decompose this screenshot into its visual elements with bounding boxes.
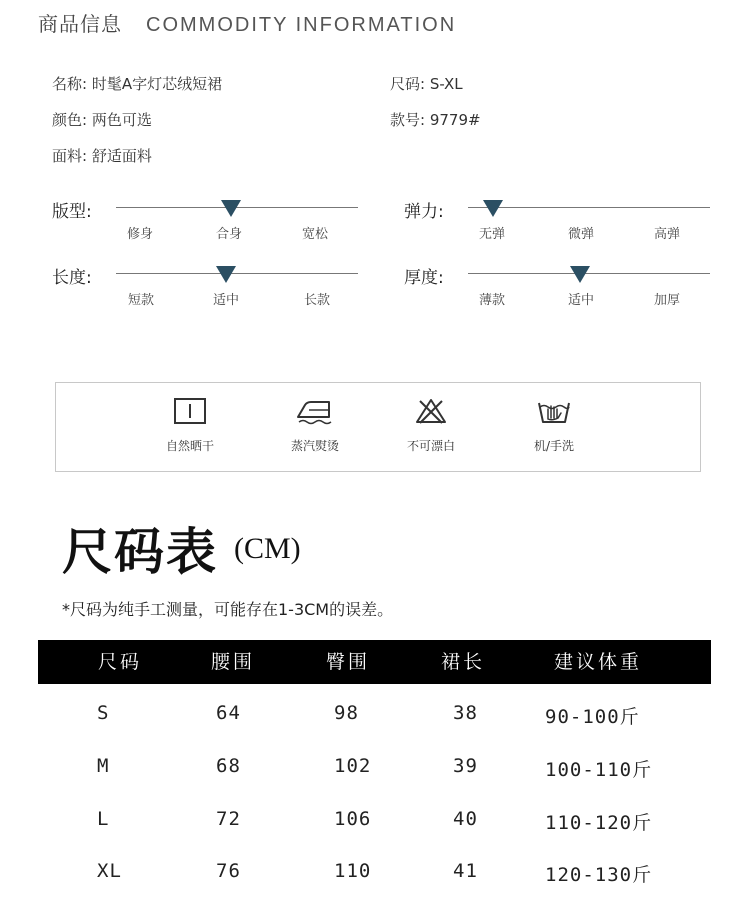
fit-scale-marker [221, 200, 241, 217]
column-header-size: 尺码 [98, 651, 143, 673]
size-table-header [38, 640, 711, 684]
thickness-tick: 适中 [567, 293, 594, 308]
care-item-steam-iron [260, 397, 370, 454]
table-cell: 38 [453, 702, 478, 724]
hand-wash-icon [536, 397, 572, 425]
table-cell: 72 [216, 808, 241, 830]
table-cell: L [97, 808, 110, 830]
length-tick: 适中 [212, 293, 239, 308]
table-cell: 110-120斤 [545, 812, 653, 834]
column-header-waist: 腰围 [211, 651, 256, 673]
column-header-hip: 臀围 [326, 651, 371, 673]
thickness-scale-marker [570, 266, 590, 283]
care-label: 机/手洗 [533, 439, 575, 453]
thickness-tick: 薄款 [478, 293, 505, 308]
fit-tick: 修身 [126, 227, 153, 242]
column-header-skirt-length: 裙长 [441, 651, 486, 673]
thickness-tick: 加厚 [653, 293, 680, 308]
info-style-no: 款号: 9779# [390, 111, 481, 129]
care-label: 不可漂白 [406, 439, 455, 453]
table-cell: M [97, 755, 110, 777]
table-cell: XL [97, 860, 122, 882]
care-label: 自然晒干 [165, 439, 214, 453]
section-title [38, 8, 456, 37]
table-cell: 64 [216, 702, 241, 724]
table-cell: 102 [334, 755, 372, 777]
table-cell: 120-130斤 [545, 864, 653, 886]
fit-tick: 宽松 [301, 227, 328, 242]
length-tick: 长款 [303, 293, 330, 308]
info-fabric: 面料: 舒适面料 [52, 147, 152, 165]
info-color: 颜色: 两色可选 [52, 111, 152, 129]
care-item-hand-wash [499, 397, 609, 454]
section-title-cn: 商品信息 [38, 12, 122, 36]
care-label: 蒸汽熨烫 [290, 439, 339, 453]
no-bleach-icon [414, 397, 448, 425]
section-title-en: COMMODITY INFORMATION [146, 14, 457, 36]
table-cell: S [97, 702, 110, 724]
size-chart-title: 尺码表 [62, 523, 218, 581]
column-header-weight: 建议体重 [554, 651, 643, 673]
fit-tick: 合身 [215, 227, 242, 242]
table-cell: 41 [453, 860, 478, 882]
elasticity-tick: 高弹 [653, 227, 680, 242]
length-scale-line [116, 273, 358, 274]
length-tick: 短款 [127, 293, 154, 308]
care-item-natural-dry [135, 397, 245, 454]
table-cell: 98 [334, 702, 359, 724]
elasticity-tick: 无弹 [478, 227, 505, 242]
elasticity-scale-marker [483, 200, 503, 217]
table-cell: 100-110斤 [545, 759, 653, 781]
elasticity-tick: 微弹 [567, 227, 594, 242]
thickness-scale-label: 厚度: [404, 268, 444, 288]
length-scale-label: 长度: [52, 268, 92, 288]
table-cell: 39 [453, 755, 478, 777]
table-cell: 76 [216, 860, 241, 882]
table-cell: 106 [334, 808, 372, 830]
length-scale-marker [216, 266, 236, 283]
table-cell: 90-100斤 [545, 706, 640, 728]
table-cell: 68 [216, 755, 241, 777]
size-chart-unit: (CM) [234, 532, 301, 565]
size-chart-note: *尺码为纯手工测量，可能存在1-3CM的误差。 [62, 600, 394, 619]
elasticity-scale-label: 弹力: [404, 202, 444, 222]
elasticity-scale-line [468, 207, 710, 208]
table-cell: 110 [334, 860, 372, 882]
care-item-no-bleach [376, 397, 486, 454]
steam-iron-icon [295, 397, 335, 425]
info-name: 名称: 时髦A字灯芯绒短裙 [52, 75, 223, 93]
info-size: 尺码: S-XL [390, 75, 463, 93]
fit-scale-label: 版型: [52, 202, 92, 222]
natural-dry-icon [173, 397, 207, 425]
table-cell: 40 [453, 808, 478, 830]
